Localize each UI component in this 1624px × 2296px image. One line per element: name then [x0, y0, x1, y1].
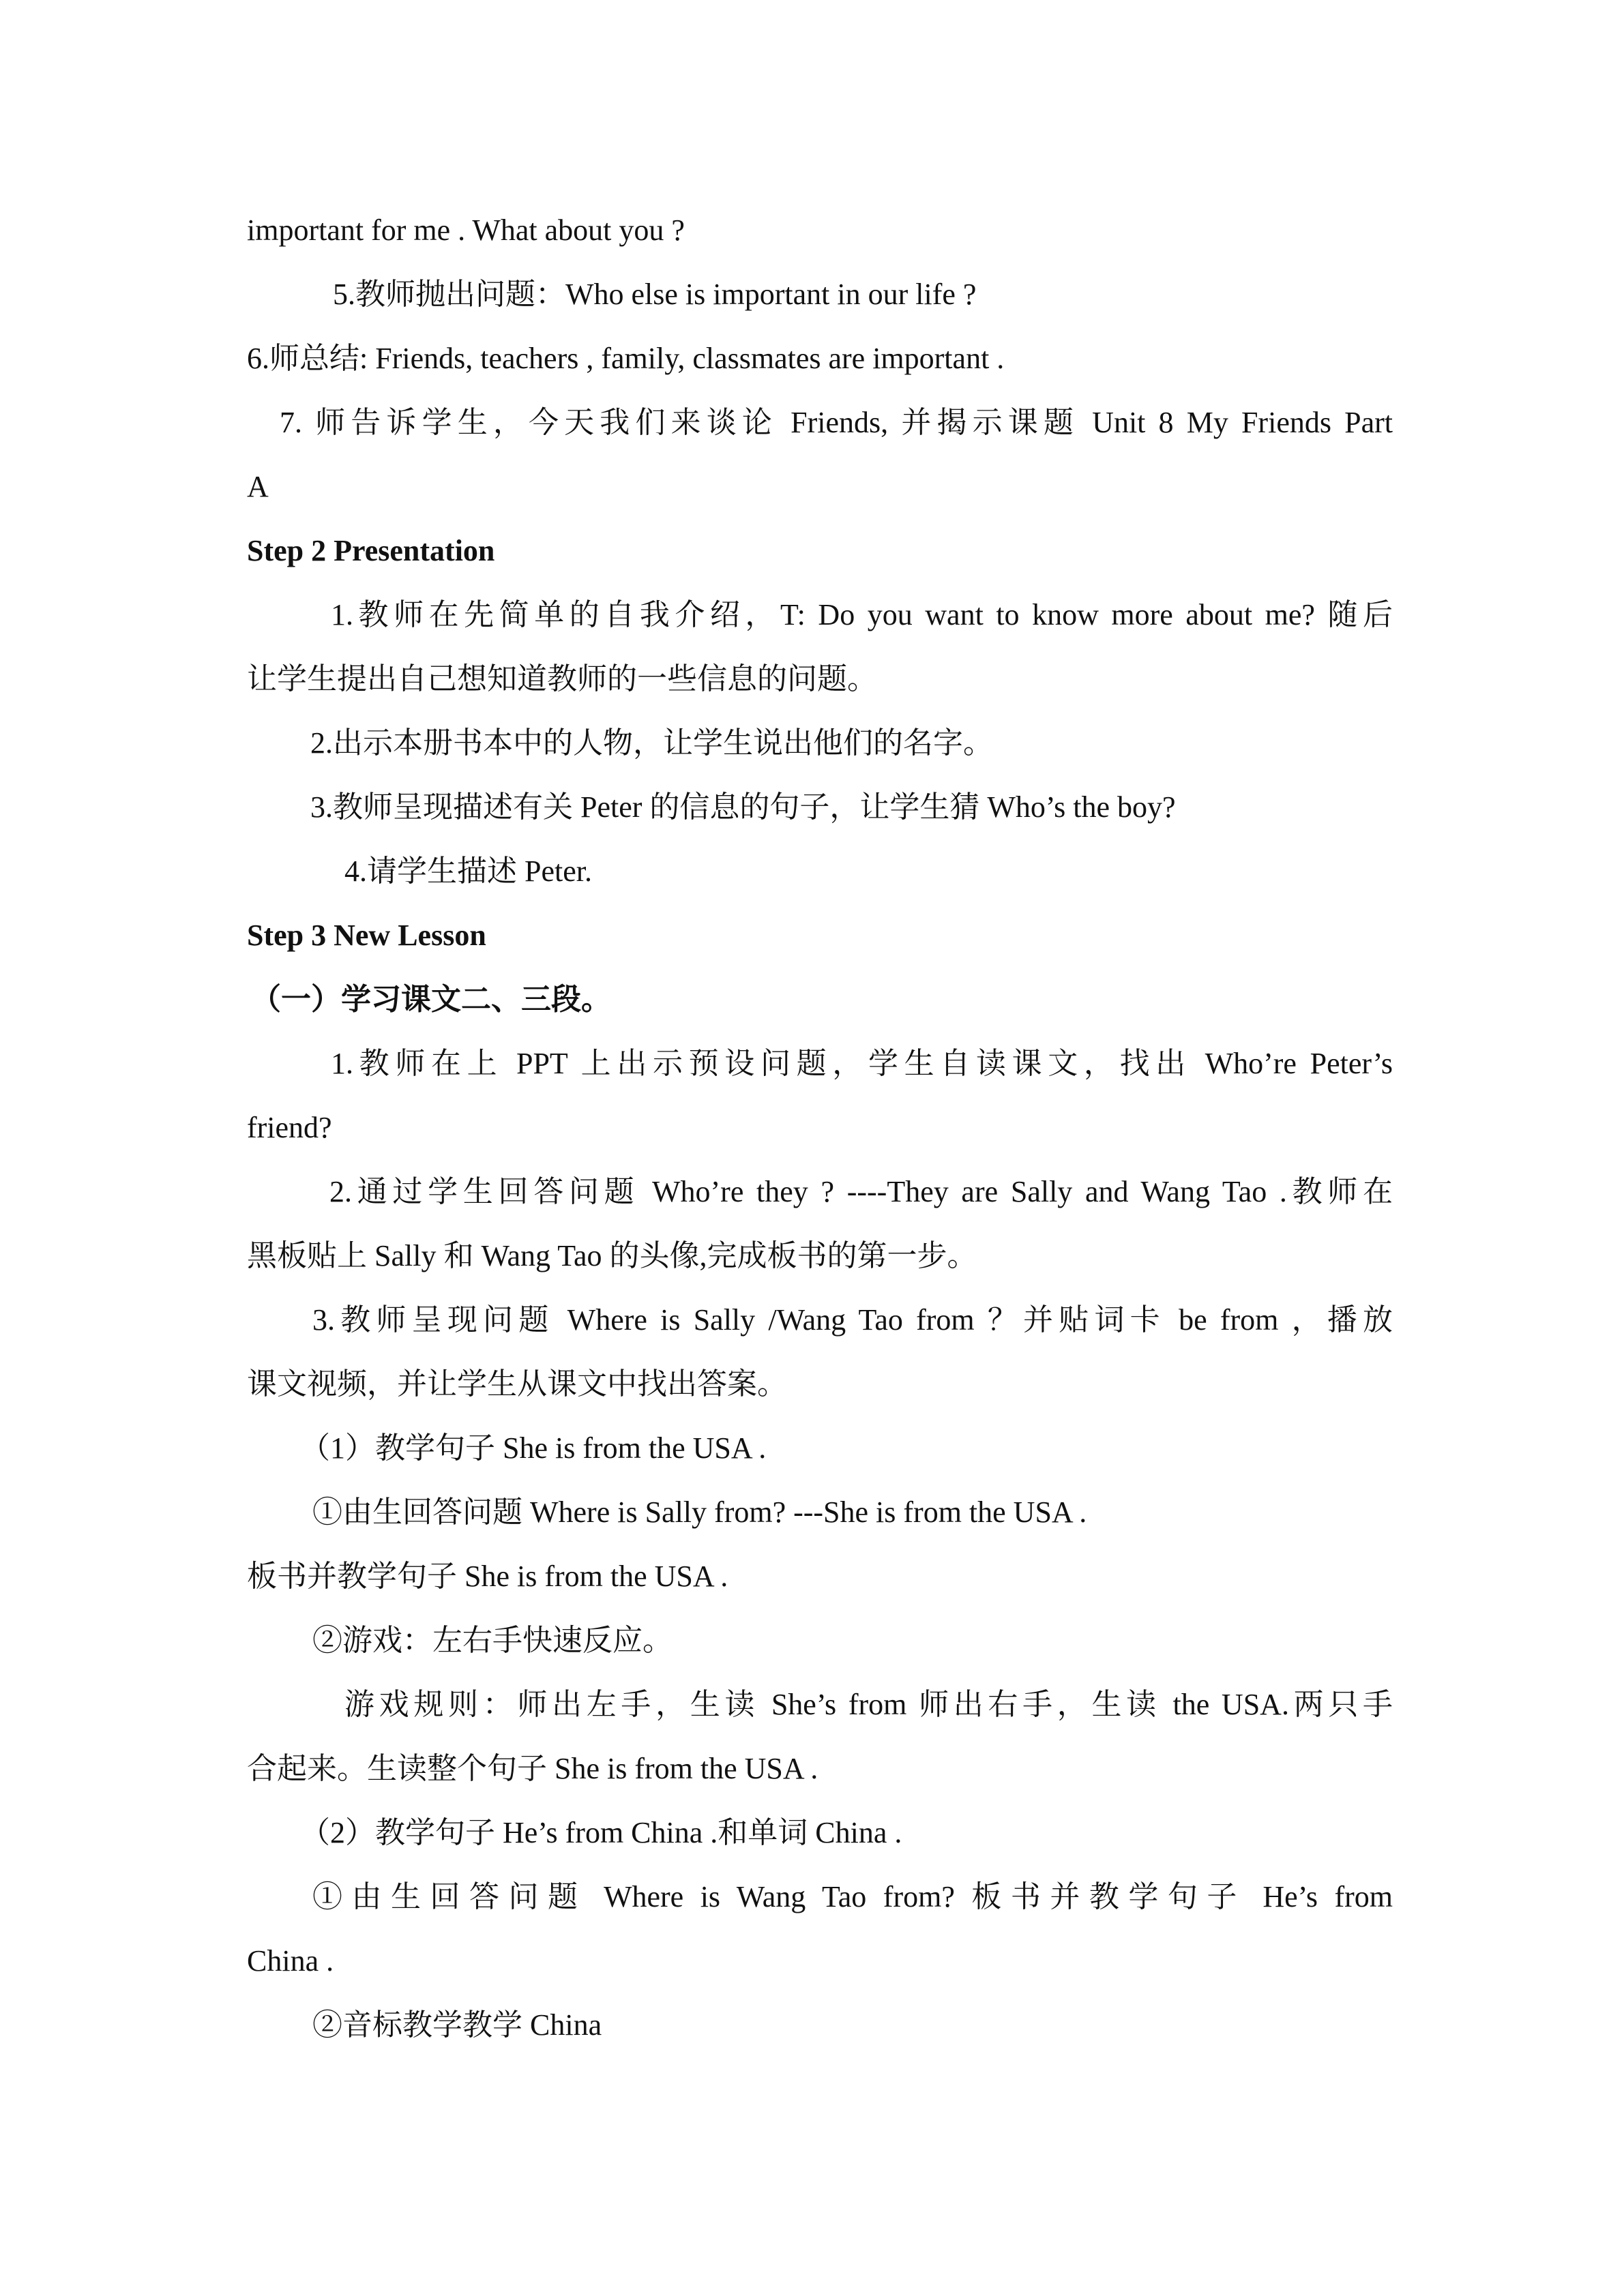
- text-line-28: China .: [247, 1944, 334, 1978]
- text-line-14: 1.教师在上 PPT 上出示预设问题，学生自读课文，找出 Who’re Peter’s: [331, 1047, 1393, 1080]
- text-line-7: 1.教师在先简单的自我介绍，T: Do you want to know more about me? 随后: [331, 598, 1393, 631]
- text-line-9: 2.出示本册书本中的人物，让学生说出他们的名字。: [310, 726, 993, 760]
- text-line-16: 2.通过学生回答问题 Who’re they ? ----They are Sally and Wang Tao .教师在: [329, 1175, 1393, 1208]
- text-line-1: important for me . What about you ?: [247, 213, 685, 247]
- text-line-11: 4.请学生描述 Peter.: [344, 854, 592, 888]
- text-line-10: 3.教师呈现描述有关 Peter 的信息的句子，让学生猜 Who’s the boy?: [310, 790, 1176, 824]
- text-line-18: 3.教师呈现问题 Where is Sally /Wang Tao from ？并贴词卡 be from ，播放: [312, 1303, 1393, 1337]
- text-line-4: 7. 师告诉学生，今天我们来谈论 Friends, 并揭示课题 Unit 8 My Friends Part: [280, 406, 1393, 439]
- text-line-5: A: [247, 470, 269, 503]
- text-line-27: ①由生回答问题 Where is Wang Tao from? 板书并教学句子 He’s from: [312, 1880, 1393, 1913]
- text-line-17: 黑板贴上 Sally 和 Wang Tao 的头像,完成板书的第一步。: [247, 1239, 977, 1272]
- text-line-19: 课文视频，并让学生从课文中找出答案。: [247, 1367, 787, 1401]
- text-line-23: ②游戏：左右手快速反应。: [312, 1624, 673, 1657]
- text-line-15: friend?: [247, 1111, 332, 1144]
- text-line-3: 6.师总结: Friends, teachers , family, classmates are important .: [247, 342, 1005, 375]
- text-line-26: （2）教学句子 He’s from China .和单词 China .: [300, 1816, 902, 1849]
- text-line-24: 游戏规则：师出左手，生读 She’s from 师出右手，生读 the USA.两只手: [344, 1688, 1393, 1721]
- text-line-29: ②音标教学教学 China: [312, 2008, 602, 2042]
- text-line-20: （1）教学句子 She is from the USA .: [300, 1431, 767, 1465]
- text-line-25: 合起来。生读整个句子 She is from the USA .: [247, 1752, 818, 1785]
- text-line-2: 5.教师抛出问题：Who else is important in our life ?: [333, 278, 977, 311]
- text-line-8: 让学生提出自己想知道教师的一些信息的问题。: [247, 662, 877, 696]
- section-heading-step-2: Step 2 Presentation: [247, 534, 495, 567]
- subsection-heading: （一）学习课文二、三段。: [251, 983, 611, 1016]
- section-heading-step-3: Step 3 New Lesson: [247, 919, 486, 952]
- text-line-21: ①由生回答问题 Where is Sally from? ---She is from the USA .: [312, 1495, 1087, 1529]
- text-line-22: 板书并教学句子 She is from the USA .: [247, 1560, 728, 1593]
